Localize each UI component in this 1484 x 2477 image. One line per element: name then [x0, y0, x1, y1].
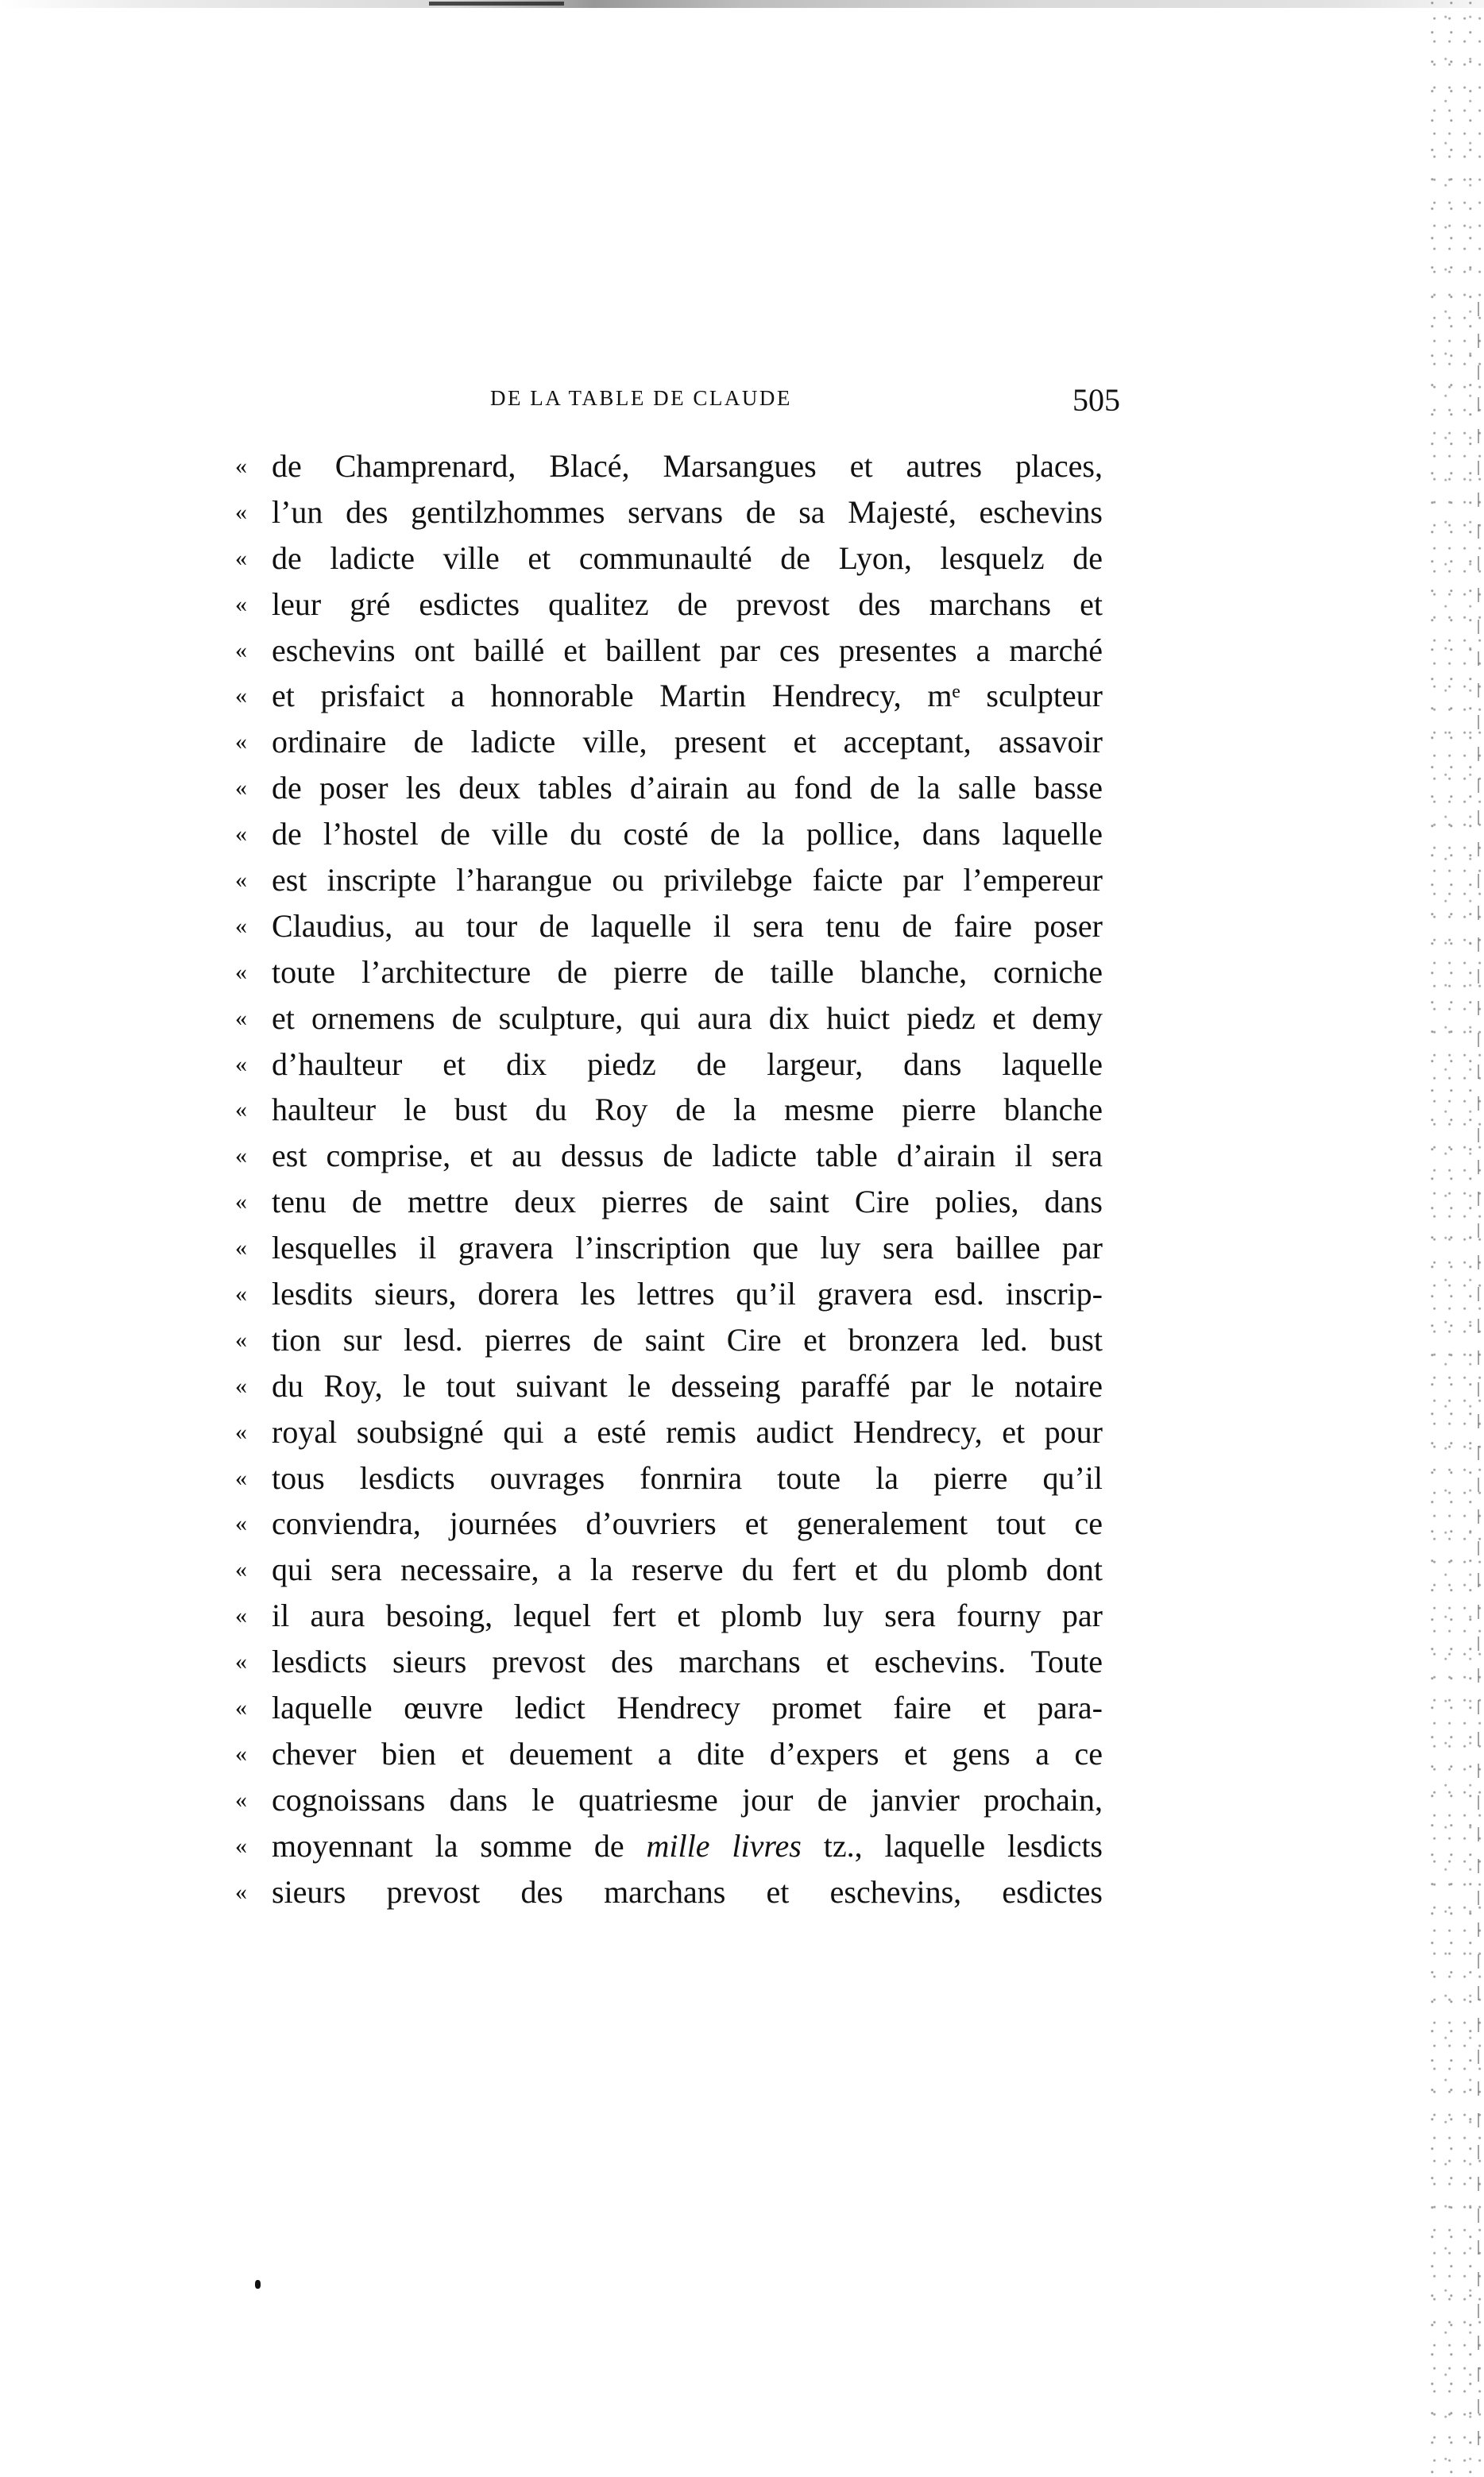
- quotation-mark: «: [235, 636, 247, 663]
- text-line: [235, 1869, 1103, 1915]
- text-line: [235, 857, 1103, 903]
- text-line: [235, 1409, 1103, 1455]
- line-text: il aura besoing, lequel fert et plomb luy sera fourny par: [272, 1598, 1103, 1634]
- scan-speck: [255, 2280, 261, 2289]
- text-line: [235, 1777, 1103, 1823]
- quotation-mark: «: [235, 1878, 247, 1905]
- text-line: [235, 903, 1103, 949]
- scan-artifact-right-edge: [1428, 0, 1484, 2477]
- quotation-mark: «: [235, 590, 247, 617]
- quotation-mark: «: [235, 1832, 247, 1859]
- text-line: [235, 1087, 1103, 1133]
- line-text: de Champrenard, Blacé, Marsangues et autres places,: [272, 448, 1103, 484]
- line-text: toute l’architecture de pierre de taille blanche, corniche: [272, 953, 1103, 990]
- quotation-mark: «: [235, 775, 247, 802]
- text-line: [235, 489, 1103, 535]
- text-line: [235, 1823, 1103, 1869]
- line-text: de ladicte ville et communaulté de Lyon, lesquelz de: [272, 539, 1103, 576]
- text-line: [235, 995, 1103, 1041]
- page-number: 505: [1072, 382, 1120, 418]
- line-text: sieurs prevost des marchans et eschevins, esdictes: [272, 1873, 1103, 1910]
- quotation-mark: «: [235, 1004, 247, 1031]
- quotation-mark: «: [235, 1096, 247, 1123]
- text-line: [235, 765, 1103, 811]
- line-text: moyennant la somme de mille livres tz., laquelle lesdicts: [272, 1827, 1103, 1864]
- line-text: ordinaire de ladicte ville, present et acceptant, assavoir: [272, 724, 1103, 760]
- quotation-mark: «: [235, 1740, 247, 1767]
- scan-artifact-top-shadow: [429, 2, 564, 6]
- text-line: [235, 1547, 1103, 1593]
- text-line: [235, 719, 1103, 765]
- line-text: de l’hostel de ville du costé de la pollice, dans laquelle: [272, 816, 1103, 852]
- quotation-mark: «: [235, 867, 247, 894]
- line-text: chever bien et deuement a dite d’expers et gens a ce: [272, 1735, 1103, 1772]
- scan-artifact-right-line: [1478, 302, 1479, 2447]
- body-text: [235, 443, 1103, 1915]
- line-text: lesdits sieurs, dorera les lettres qu’il gravera esd. inscrip-: [272, 1276, 1103, 1312]
- page-header: [222, 382, 1128, 418]
- quotation-mark: «: [235, 1694, 247, 1722]
- quotation-mark: «: [235, 1235, 247, 1262]
- quotation-mark: «: [235, 728, 247, 755]
- line-text: et prisfaict a honnorable Martin Hendrecy, mᵉ sculpteur: [272, 678, 1103, 714]
- line-text: eschevins ont baillé et baillent par ces presentes a marché: [272, 632, 1103, 668]
- line-text: est inscripte l’harangue ou privilebge faicte par l’empereur: [272, 862, 1103, 898]
- text-line: [235, 1639, 1103, 1685]
- quotation-mark: «: [235, 1556, 247, 1583]
- text-line: [235, 1501, 1103, 1547]
- line-text: laquelle œuvre ledict Hendrecy promet faire et para-: [272, 1690, 1103, 1726]
- quotation-mark: «: [235, 682, 247, 709]
- line-text: lesdicts sieurs prevost des marchans et eschevins. Toute: [272, 1644, 1103, 1680]
- line-text: est comprise, et au dessus de ladicte table d’airain il sera: [272, 1138, 1103, 1174]
- text-line: [235, 1179, 1103, 1225]
- quotation-mark: «: [235, 498, 247, 525]
- line-text: conviendra, journées d’ouvriers et generalement tout ce: [272, 1505, 1103, 1542]
- line-text: royal soubsigné qui a esté remis audict Hendrecy, et pour: [272, 1413, 1103, 1450]
- text-line: [235, 1731, 1103, 1777]
- text-line: [235, 1133, 1103, 1179]
- line-text: tion sur lesd. pierres de saint Cire et bronzera led. bust: [272, 1321, 1103, 1358]
- quotation-mark: «: [235, 1602, 247, 1629]
- quotation-mark: «: [235, 1142, 247, 1169]
- line-text: haulteur le bust du Roy de la mesme pierre blanche: [272, 1092, 1103, 1128]
- text-line: [235, 1363, 1103, 1409]
- quotation-mark: «: [235, 1418, 247, 1445]
- line-text: tous lesdicts ouvrages fonrnira toute la pierre qu’il: [272, 1459, 1103, 1496]
- italic-phrase: mille livres: [646, 1827, 802, 1864]
- quotation-mark: «: [235, 1281, 247, 1308]
- text-line: [235, 443, 1103, 489]
- quotation-mark: «: [235, 1464, 247, 1491]
- text-line: [235, 582, 1103, 628]
- line-text: leur gré esdictes qualitez de prevost des marchans et: [272, 585, 1103, 622]
- text-line: [235, 811, 1103, 857]
- text-line: [235, 1455, 1103, 1501]
- line-text: qui sera necessaire, a la reserve du fert et du plomb dont: [272, 1552, 1103, 1588]
- line-text: tenu de mettre deux pierres de saint Cire polies, dans: [272, 1184, 1103, 1220]
- line-text: l’un des gentilzhommes servans de sa Majesté, eschevins: [272, 493, 1103, 530]
- text-line: [235, 1685, 1103, 1731]
- text-line: [235, 1225, 1103, 1271]
- line-text: Claudius, au tour de laquelle il sera tenu de faire poser: [272, 907, 1103, 944]
- line-text: de poser les deux tables d’airain au fond de la salle basse: [272, 770, 1103, 806]
- quotation-mark: «: [235, 1648, 247, 1675]
- quotation-mark: «: [235, 958, 247, 985]
- text-line: [235, 628, 1103, 674]
- quotation-mark: «: [235, 1326, 247, 1353]
- quotation-mark: «: [235, 1188, 247, 1215]
- quotation-mark: «: [235, 821, 247, 848]
- text-line: [235, 673, 1103, 719]
- line-text: du Roy, le tout suivant le desseing paraffé par le notaire: [272, 1367, 1103, 1404]
- line-text: cognoissans dans le quatriesme jour de janvier prochain,: [272, 1781, 1103, 1818]
- quotation-mark: «: [235, 453, 247, 479]
- line-text: et ornemens de sculpture, qui aura dix huict piedz et demy: [272, 999, 1103, 1036]
- text-line: [235, 949, 1103, 995]
- quotation-mark: «: [235, 1372, 247, 1399]
- text-line: [235, 1317, 1103, 1363]
- line-text: lesquelles il gravera l’inscription que luy sera baillee par: [272, 1230, 1103, 1266]
- quotation-mark: «: [235, 1786, 247, 1813]
- quotation-mark: «: [235, 912, 247, 939]
- text-line: [235, 1593, 1103, 1639]
- text-line: [235, 1271, 1103, 1317]
- text-line: [235, 535, 1103, 582]
- running-title: DE LA TABLE DE CLAUDE: [490, 386, 792, 410]
- quotation-mark: «: [235, 1050, 247, 1077]
- quotation-mark: «: [235, 1510, 247, 1537]
- line-text: d’haulteur et dix piedz de largeur, dans laquelle: [272, 1045, 1103, 1082]
- scan-artifact-top-edge: [0, 0, 1484, 8]
- quotation-mark: «: [235, 544, 247, 571]
- text-line: [235, 1041, 1103, 1088]
